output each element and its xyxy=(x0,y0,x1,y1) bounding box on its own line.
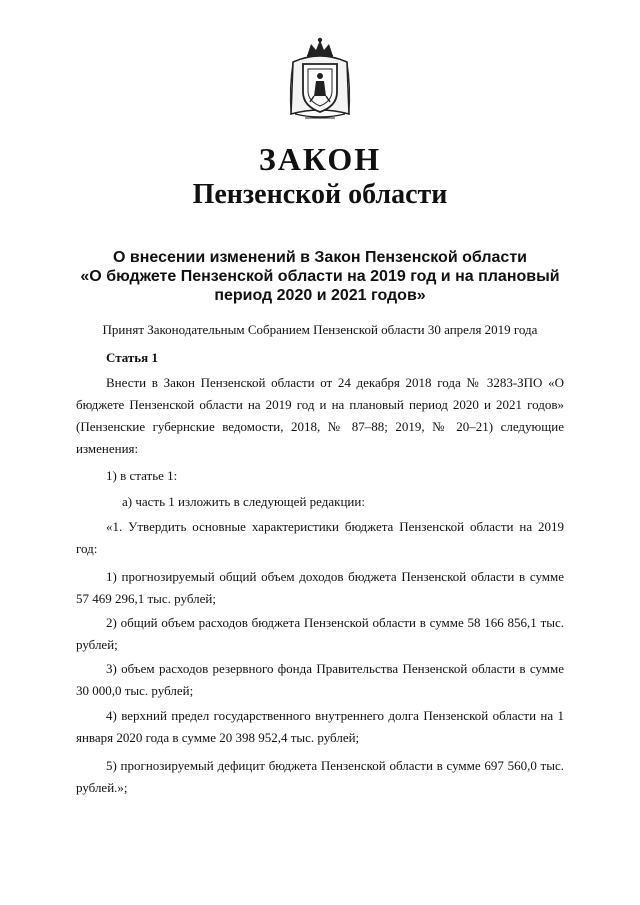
law-heading-line-2: «О бюджете Пензенской области на 2019 год и на плановый xyxy=(80,268,560,285)
paragraph-5: 4) верхний предел государственного внутреннего долга Пензенской области на 1 января 2020 года в сумме 20 398 952,4 тыс. рублей; xyxy=(76,708,564,745)
paragraph-3: 2) общий объем расходов бюджета Пензенской области в сумме 58 166 856,1 тыс. рублей; xyxy=(76,615,564,652)
law-heading-line-1: О внесении изменений в Закон Пензенской области xyxy=(112,249,527,266)
paragraph-1: «1. Утвердить основные характеристики бюджета Пензенской области на 2019 год: xyxy=(76,519,564,556)
coat-of-arms-icon xyxy=(285,36,355,124)
intro-paragraph: Внести в Закон Пензенской области от 24 декабря 2018 года № 3283-ЗПО «О бюджете Пензенской области на 2019 год и на плановый период 2020 и 2021 годов» (Пензенские губернские ведомости, 2018, № 87–88; 2019, № 20–21) следующие изменения: xyxy=(76,375,564,456)
item-1: 1) в статье 1: xyxy=(106,468,178,483)
law-heading xyxy=(70,248,570,305)
paragraph-6: 5) прогнозируемый дефицит бюджета Пензенской области в сумме 697 560,0 тыс. рублей.»; xyxy=(76,758,564,795)
law-heading-line-3: период 2020 и 2021 годов» xyxy=(214,287,426,304)
item-1a: а) часть 1 изложить в следующей редакции: xyxy=(122,494,365,509)
adoption-note: Принят Законодательным Собранием Пензенской области 30 апреля 2019 года xyxy=(102,322,538,337)
paragraph-4: 3) объем расходов резервного фонда Правительства Пензенской области в сумме 30 000,0 тыс. рублей; xyxy=(76,661,564,698)
paragraph-2: 1) прогнозируемый общий объем доходов бюджета Пензенской области в сумме 57 469 296,1 тыс. рублей; xyxy=(76,569,564,606)
document-title: ЗАКОН xyxy=(258,141,382,177)
article-heading: Статья 1 xyxy=(106,350,158,365)
document-subtitle: Пензенской области xyxy=(192,179,448,210)
